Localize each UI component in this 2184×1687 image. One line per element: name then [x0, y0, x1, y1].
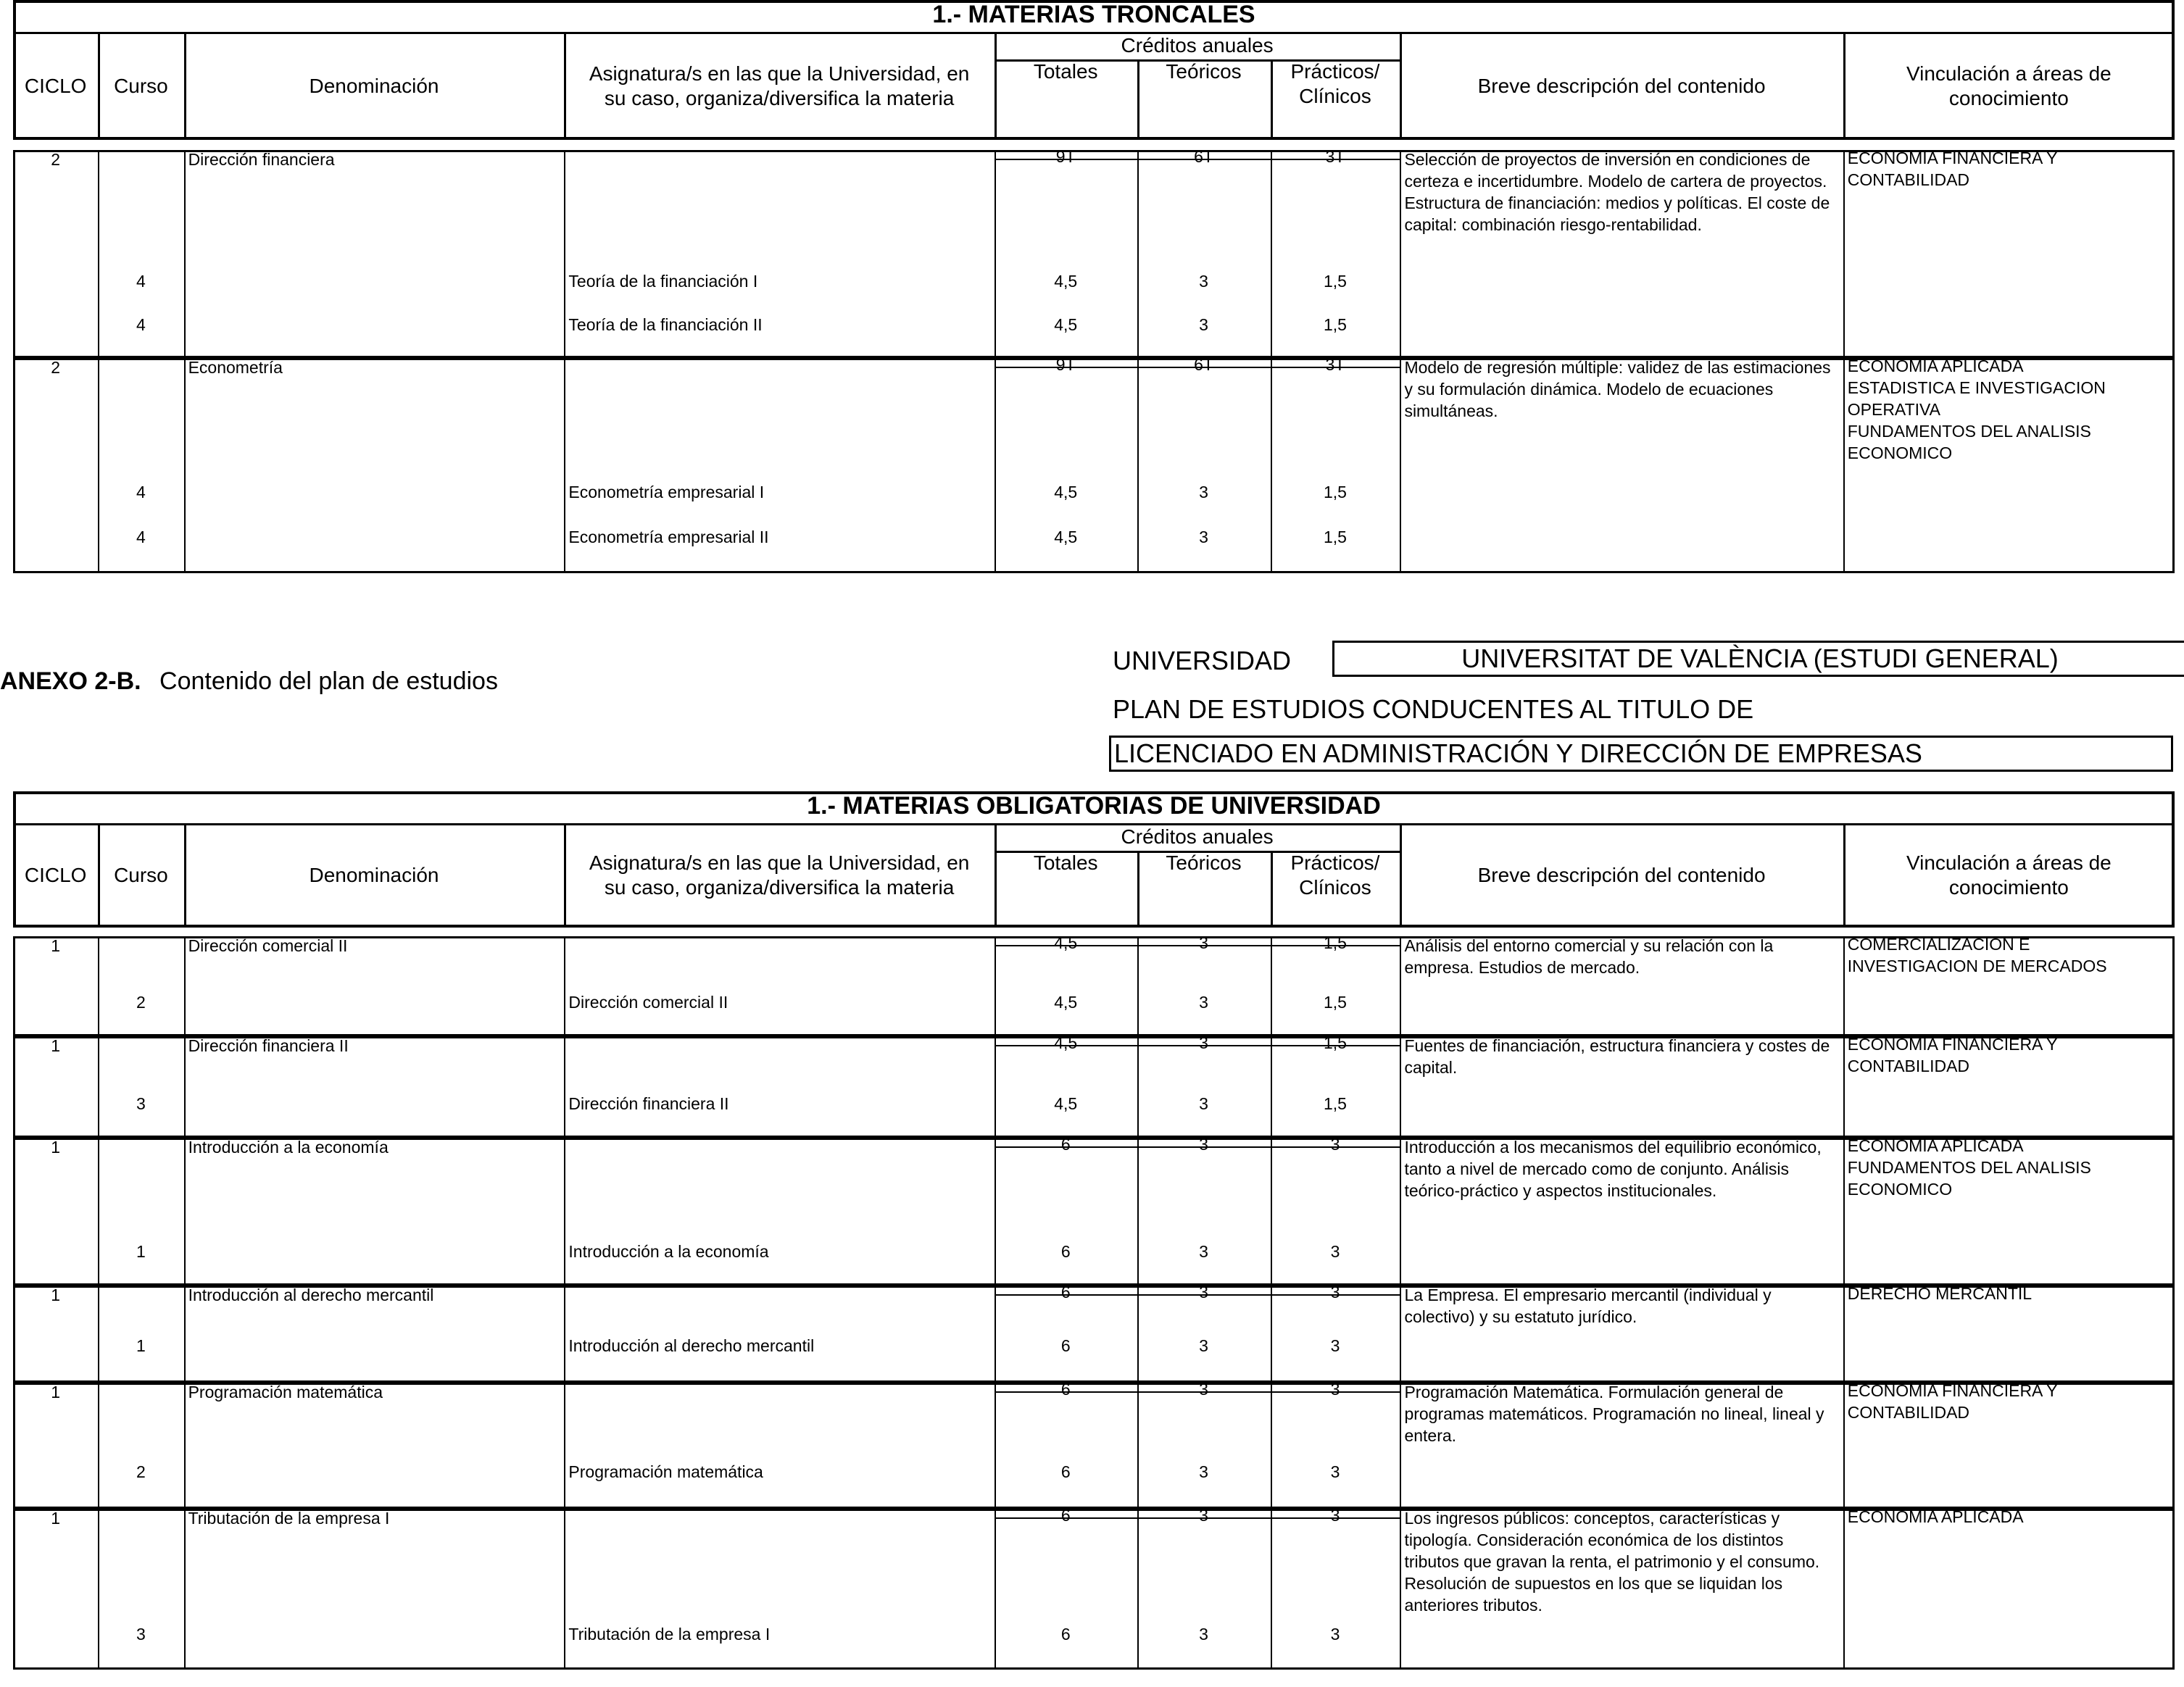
table1-denominacion: Econometría	[188, 358, 283, 377]
table2-sub-totales: 6	[1060, 1462, 1071, 1481]
table2-sub-totales: 4,5	[1054, 1094, 1078, 1113]
table2-denominacion: Dirección financiera II	[188, 1036, 349, 1055]
table1-row-divider	[184, 150, 186, 358]
table2-row-divider	[98, 1286, 99, 1383]
table1-header-totales: Totales	[1033, 60, 1098, 83]
table2-teoricos: 3	[1199, 933, 1208, 952]
table2-denominacion: Introducción a la economía	[188, 1138, 389, 1157]
table2-sub-teoricos: 3	[1199, 1625, 1208, 1644]
table2-sub-asignatura: Introducción al derecho mercantil	[568, 1336, 815, 1355]
table2-practicos: 3	[1330, 1506, 1340, 1525]
table1-sub-teoricos: 3	[1199, 528, 1208, 546]
table2-header-asignatura: Asignatura/s en las que la Universidad, en su caso, organiza/diversifica la materia	[589, 851, 970, 899]
table1-row-divider	[98, 358, 99, 573]
table2-row-divider	[1843, 1383, 1845, 1509]
table2-row-divider	[995, 1383, 996, 1509]
table2-totales: 6	[1060, 1135, 1071, 1154]
table2-sub-practicos: 3	[1330, 1625, 1340, 1644]
table2-teoricos: 3	[1199, 1033, 1208, 1052]
table2-sub-totales: 4,5	[1054, 993, 1078, 1012]
table2-row-divider	[1843, 1138, 1845, 1286]
table1-row-divider	[564, 358, 565, 573]
table2-totales: 6	[1060, 1283, 1071, 1301]
table1-row-divider	[1400, 358, 1401, 573]
table1-sub-teoricos: 3	[1199, 315, 1208, 334]
table2-sub-asignatura: Dirección comercial II	[568, 993, 728, 1012]
annex-label: ANEXO 2-B.	[0, 667, 141, 695]
table1-header-ciclo: CICLO	[24, 74, 87, 97]
table1-sub-curso: 4	[136, 315, 146, 334]
table2-row-divider	[1271, 1383, 1272, 1509]
table2-denominacion: Introducción al derecho mercantil	[188, 1286, 434, 1304]
table2-row-divider	[995, 936, 996, 1036]
table1-header-teoricos: Teóricos	[1166, 60, 1242, 83]
table1-teoricos: 6T	[1194, 147, 1213, 166]
table2-row-divider	[98, 936, 99, 1036]
table2-row-divider	[1400, 1138, 1401, 1286]
table2-row-divider	[564, 1138, 565, 1286]
table2-sub-practicos: 3	[1330, 1462, 1340, 1481]
table2-vinculacion: DERECHO MERCANTIL	[1847, 1284, 2033, 1303]
table1-totales: 9T	[1055, 147, 1076, 166]
table1-header-denominacion: Denominación	[309, 74, 439, 97]
table2-descripcion: La Empresa. El empresario mercantil (individual y colectivo) y su estatuto jurídico.	[1404, 1286, 1772, 1326]
table1-row-divider	[1400, 150, 1401, 358]
table1-sub-practicos: 1,5	[1323, 483, 1347, 501]
table2-ciclo: 1	[51, 1286, 61, 1304]
table2-descripcion: Los ingresos públicos: conceptos, características y tipología. Consideración económica de los distintos tributos que gravan la renta, el patrimonio y el consumo. Resolución de supuestos en los que se liquidan los anteriores tributos.	[1404, 1509, 1820, 1615]
table2-header-vinculacion: Vinculación a áreas de conocimiento	[1906, 851, 2112, 899]
table1-totales: 9T	[1055, 355, 1076, 374]
table1-row-divider	[1843, 150, 1845, 358]
table2-sub-curso: 3	[136, 1625, 146, 1644]
table2-header-totales: Totales	[1033, 851, 1098, 874]
table2-row-divider	[1400, 1036, 1401, 1138]
table2-row-divider	[1137, 1138, 1139, 1286]
table2-row-divider	[1137, 1286, 1139, 1383]
table2-practicos: 3	[1330, 1283, 1340, 1301]
table2-sub-asignatura: Dirección financiera II	[568, 1094, 729, 1113]
table2-practicos: 3	[1330, 1380, 1340, 1399]
table2-vinculacion: COMERCIALIZACION E INVESTIGACION DE MERCADOS	[1847, 935, 2107, 975]
table2-header-descripcion: Breve descripción del contenido	[1477, 864, 1766, 886]
table2-title: 1.- MATERIAS OBLIGATORIAS DE UNIVERSIDAD	[807, 792, 1381, 820]
table1-row-divider	[98, 150, 99, 358]
table1-vinculacion: ECONOMIA APLICADA ESTADISTICA E INVESTIGACION OPERATIVA FUNDAMENTOS DEL ANALISIS ECONOMICO	[1847, 357, 2106, 462]
table2-sub-asignatura: Introducción a la economía	[568, 1242, 769, 1261]
table1-ciclo: 2	[51, 358, 61, 377]
table2-row-divider	[564, 1036, 565, 1138]
table2-sub-practicos: 3	[1330, 1336, 1340, 1355]
table1-row-divider	[995, 150, 996, 358]
table2-sub-teoricos: 3	[1199, 1094, 1208, 1113]
table2-sub-totales: 6	[1060, 1336, 1071, 1355]
table2-row-divider	[184, 1138, 186, 1286]
table2-sub-teoricos: 3	[1199, 1462, 1208, 1481]
table2-teoricos: 3	[1199, 1135, 1208, 1154]
table2-header-teoricos: Teóricos	[1166, 851, 1242, 874]
table2-vinculacion: ECONOMIA FINANCIERA Y CONTABILIDAD	[1847, 1381, 2058, 1422]
table2-descripcion: Introducción a los mecanismos del equilibrio económico, tanto a nivel de mercado como de conjunto. Análisis teórico-práctico y aspectos institucionales.	[1404, 1138, 1822, 1200]
table2-row-divider	[184, 1286, 186, 1383]
titulo-box	[1109, 736, 2173, 772]
table2-sub-teoricos: 3	[1199, 1336, 1208, 1355]
table2-row-divider	[564, 936, 565, 1036]
universidad-box	[1332, 641, 2184, 677]
table1-sub-practicos: 1,5	[1323, 272, 1347, 291]
table2-row-divider	[995, 1138, 996, 1286]
table2-header-denominacion: Denominación	[309, 864, 439, 886]
table2-denominacion: Dirección comercial II	[188, 936, 348, 955]
table2-ciclo: 1	[51, 1036, 61, 1055]
table2-teoricos: 3	[1199, 1506, 1208, 1525]
table2-row-divider	[1400, 936, 1401, 1036]
table2-sub-practicos: 1,5	[1323, 1094, 1347, 1113]
universidad-label: UNIVERSIDAD	[1113, 646, 1292, 675]
table1-vinculacion: ECONOMIA FINANCIERA Y CONTABILIDAD	[1847, 149, 2058, 189]
table2-sub-curso: 2	[136, 1462, 146, 1481]
table2-sub-curso: 3	[136, 1094, 146, 1113]
table2-row-divider	[1137, 1036, 1139, 1138]
table2-sub-teoricos: 3	[1199, 1242, 1208, 1261]
table1-row-divider	[1137, 150, 1139, 358]
table1-header-asignatura: Asignatura/s en las que la Universidad, en su caso, organiza/diversifica la materia	[589, 62, 970, 109]
table1-sub-curso: 4	[136, 483, 146, 501]
table2-practicos: 3	[1330, 1135, 1340, 1154]
table2-row-divider	[98, 1509, 99, 1670]
table2-sub-totales: 6	[1060, 1242, 1071, 1261]
table2-header-practicos: Prácticos/ Clínicos	[1290, 851, 1380, 899]
table2-row-divider	[1137, 1509, 1139, 1670]
table2-row-divider	[995, 1036, 996, 1138]
table2-row-divider	[98, 1138, 99, 1286]
table1-header-descripcion: Breve descripción del contenido	[1477, 74, 1766, 97]
table2-denominacion: Tributación de la empresa I	[188, 1509, 390, 1528]
table2-row-divider	[98, 1036, 99, 1138]
table1-sub-curso: 4	[136, 272, 146, 291]
table2-row-divider	[564, 1286, 565, 1383]
table1-practicos: 3T	[1325, 147, 1345, 166]
table1-title: 1.- MATERIAS TRONCALES	[932, 1, 1255, 28]
table2-row-divider	[995, 1509, 996, 1670]
table1-sub-practicos: 1,5	[1323, 315, 1347, 334]
table1-sub-asignatura: Econometría empresarial I	[568, 483, 765, 501]
table2-descripcion: Fuentes de financiación, estructura financiera y costes de capital.	[1404, 1036, 1830, 1077]
table1-denominacion: Dirección financiera	[188, 150, 335, 169]
table2-row-divider	[1137, 936, 1139, 1036]
table2-sub-curso: 1	[136, 1336, 146, 1355]
table1-header-creditos: Créditos anuales	[1121, 34, 1274, 57]
table1-row-divider	[1137, 358, 1139, 573]
table2-sub-asignatura: Tributación de la empresa I	[568, 1625, 771, 1644]
table2-group-row	[13, 1509, 2175, 1670]
table2-row-divider	[564, 1383, 565, 1509]
table1-descripcion: Selección de proyectos de inversión en condiciones de certeza e incertidumbre. Modelo de cartera de proyectos. Estructura de financiación: medios y políticas. El coste de capital: combinación riesgo-rentabilidad.	[1404, 150, 1830, 234]
table2-row-divider	[1137, 1383, 1139, 1509]
table2-row-divider	[184, 936, 186, 1036]
table2-vinculacion: ECONOMIA APLICADA	[1847, 1507, 2024, 1526]
table1-teoricos: 6T	[1194, 355, 1213, 374]
table1-header-vinculacion: Vinculación a áreas de conocimiento	[1906, 62, 2112, 109]
table2-teoricos: 3	[1199, 1380, 1208, 1399]
table1-sub-asignatura: Teoría de la financiación I	[568, 272, 758, 291]
table1-sub-asignatura: Econometría empresarial II	[568, 528, 769, 546]
table1-sub-teoricos: 3	[1199, 272, 1208, 291]
table1-row-divider	[995, 358, 996, 573]
table2-row-divider	[184, 1383, 186, 1509]
table1-sub-teoricos: 3	[1199, 483, 1208, 501]
table1-header-practicos: Prácticos/ Clínicos	[1290, 60, 1380, 107]
table2-denominacion: Programación matemática	[188, 1383, 383, 1401]
table2-row-divider	[184, 1036, 186, 1138]
table2-sub-practicos: 1,5	[1323, 993, 1347, 1012]
table2-row-divider	[1271, 1138, 1272, 1286]
table2-ciclo: 1	[51, 936, 61, 955]
table2-teoricos: 3	[1199, 1283, 1208, 1301]
table2-sub-curso: 1	[136, 1242, 146, 1261]
table2-row-divider	[1843, 936, 1845, 1036]
table2-row-divider	[1271, 1509, 1272, 1670]
table2-sub-curso: 2	[136, 993, 146, 1012]
table1-row-divider	[184, 358, 186, 573]
table2-row-divider	[1400, 1509, 1401, 1670]
table1-sub-asignatura: Teoría de la financiación II	[568, 315, 763, 334]
table2-ciclo: 1	[51, 1509, 61, 1528]
table1-sub-totales: 4,5	[1054, 272, 1078, 291]
table2-row-divider	[1843, 1036, 1845, 1138]
table2-totales: 6	[1060, 1506, 1071, 1525]
table1-sub-curso: 4	[136, 528, 146, 546]
table2-ciclo: 1	[51, 1383, 61, 1401]
table2-practicos: 1,5	[1323, 933, 1347, 952]
table2-ciclo: 1	[51, 1138, 61, 1157]
table2-practicos: 1,5	[1323, 1033, 1347, 1052]
table2-row-divider	[1271, 1036, 1272, 1138]
table2-sub-teoricos: 3	[1199, 993, 1208, 1012]
table2-row-divider	[564, 1509, 565, 1670]
table1-sub-practicos: 1,5	[1323, 528, 1347, 546]
table2-row-divider	[1400, 1286, 1401, 1383]
table2-sub-practicos: 3	[1330, 1242, 1340, 1261]
table2-vinculacion: ECONOMIA APLICADA FUNDAMENTOS DEL ANALISIS ECONOMICO	[1847, 1136, 2091, 1199]
table2-sub-asignatura: Programación matemática	[568, 1462, 763, 1481]
table1-header-curso: Curso	[114, 74, 168, 97]
table1-row-divider	[1271, 358, 1272, 573]
table2-row-divider	[1400, 1383, 1401, 1509]
table2-vinculacion: ECONOMIA FINANCIERA Y CONTABILIDAD	[1847, 1035, 2058, 1075]
table2-header-ciclo: CICLO	[24, 864, 87, 886]
table1-row-divider	[1271, 150, 1272, 358]
table2-descripcion: Programación Matemática. Formulación general de programas matemáticos. Programación no lineal, lineal y entera.	[1404, 1383, 1824, 1445]
table2-totales: 4,5	[1054, 1033, 1078, 1052]
table1-descripcion: Modelo de regresión múltiple: validez de las estimaciones y su formulación dinámica. Modelo de ecuaciones simultáneas.	[1404, 358, 1831, 420]
table2-totales: 4,5	[1054, 933, 1078, 952]
table2-row-divider	[1271, 1286, 1272, 1383]
table2-header-curso: Curso	[114, 864, 168, 886]
table2-header-creditos: Créditos anuales	[1121, 825, 1274, 848]
table2-row-divider	[1271, 936, 1272, 1036]
table2-sub-totales: 6	[1060, 1625, 1071, 1644]
universidad-value: UNIVERSITAT DE VALÈNCIA (ESTUDI GENERAL)	[1461, 643, 2059, 673]
table1-row-divider	[564, 150, 565, 358]
annex-heading	[0, 665, 498, 697]
table1-sub-totales: 4,5	[1054, 315, 1078, 334]
table2-descripcion: Análisis del entorno comercial y su relación con la empresa. Estudios de mercado.	[1404, 936, 1774, 977]
table1-row-divider	[1843, 358, 1845, 573]
table2-row-divider	[184, 1509, 186, 1670]
table2-row-divider	[1843, 1286, 1845, 1383]
table2-row-divider	[98, 1383, 99, 1509]
table1-practicos: 3T	[1325, 355, 1345, 374]
plan-label: PLAN DE ESTUDIOS CONDUCENTES AL TITULO DE	[1113, 694, 1754, 724]
titulo-value: LICENCIADO EN ADMINISTRACIÓN Y DIRECCIÓN DE EMPRESAS	[1114, 738, 1922, 768]
table2-row-divider	[995, 1286, 996, 1383]
annex-subtitle: Contenido del plan de estudios	[159, 667, 498, 695]
table1-ciclo: 2	[51, 150, 61, 169]
table1-sub-totales: 4,5	[1054, 483, 1078, 501]
table2-row-divider	[1843, 1509, 1845, 1670]
table1-sub-totales: 4,5	[1054, 528, 1078, 546]
table2-totales: 6	[1060, 1380, 1071, 1399]
